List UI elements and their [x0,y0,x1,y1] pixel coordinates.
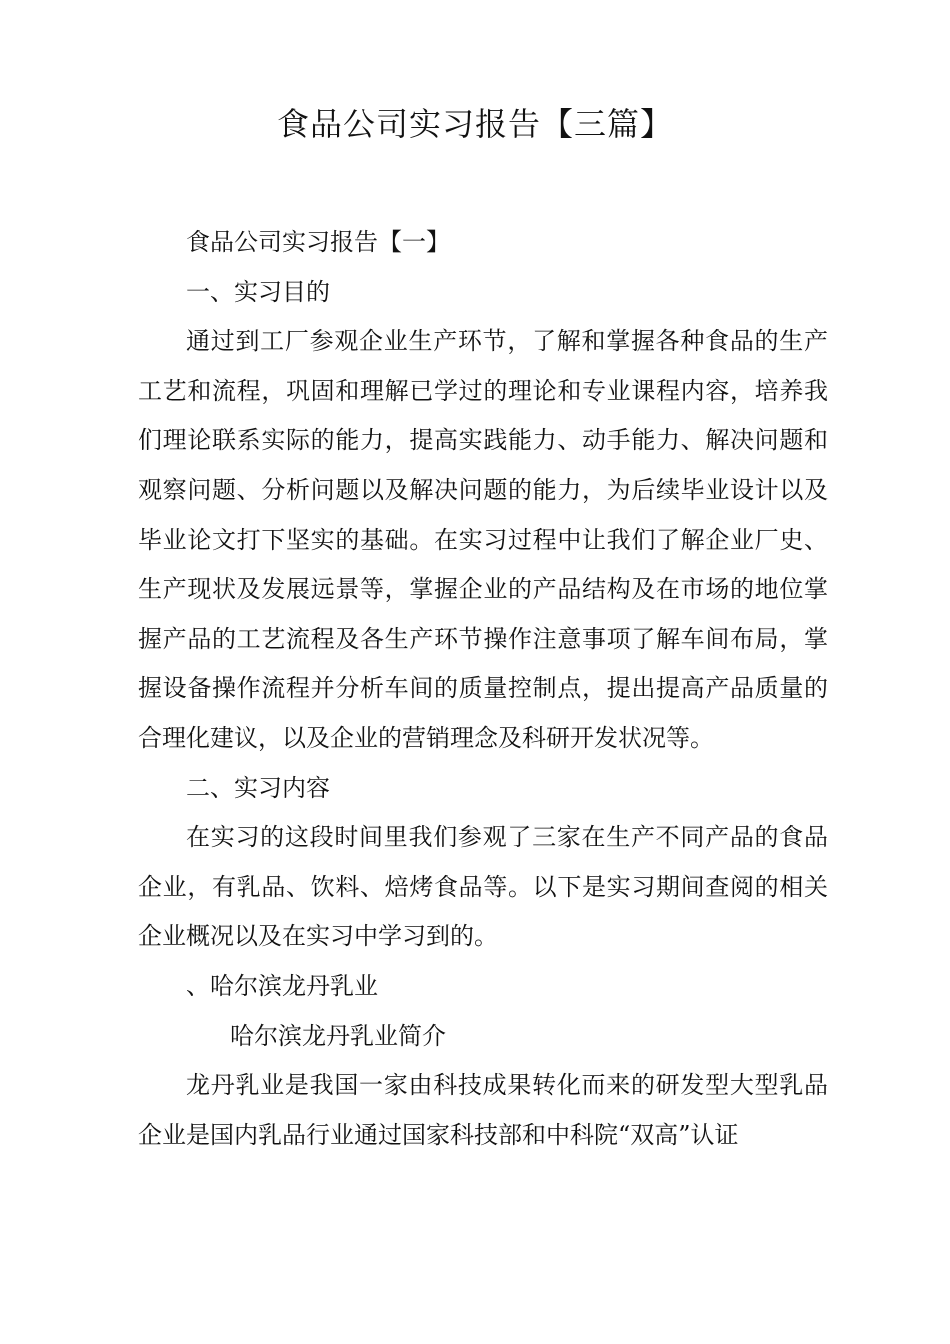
section-heading: 食品公司实习报告【一】 [186,228,450,256]
list-subheading: 哈尔滨龙丹乳业简介 [230,1021,446,1050]
body-paragraph: 在实习的这段时间里我们参观了三家在生产不同产品的食品企业，有乳品、饮料、焙烤食品等。以下是实习期间查阅的相关企业概况以及在实习中学习到的。 [138,823,828,951]
subsection-heading: 二、实习内容 [186,773,330,802]
body-paragraph: 龙丹乳业是我国一家由科技成果转化而来的研发型大型乳品企业是国内乳品行业通过国家科技部和中科院“双高”认证 [138,1071,828,1149]
list-heading: 、哈尔滨龙丹乳业 [186,971,378,1000]
document-title: 食品公司实习报告【三篇】 [276,105,673,143]
document-body [138,218,828,1160]
subsection-heading: 一、实习目的 [186,277,330,306]
body-paragraph: 通过到工厂参观企业生产环节，了解和掌握各种食品的生产工艺和流程，巩固和理解已学过的理论和专业课程内容，培养我们理论联系实际的能力，提高实践能力、动手能力、解决问题和观察问题、分析问题以及解决问题的能力，为后续毕业设计以及毕业论文打下坚实的基础。在实习过程中让我们了解企业厂史、生产现状及发展远景等，掌握企业的产品结构及在市场的地位掌握产品的工艺流程及各生产环节操作注意事项了解车间布局，掌握设备操作流程并分析车间的质量控制点，提出提高产品质量的合理化建议，以及企业的营销理念及科研开发状况等。 [138,327,828,752]
